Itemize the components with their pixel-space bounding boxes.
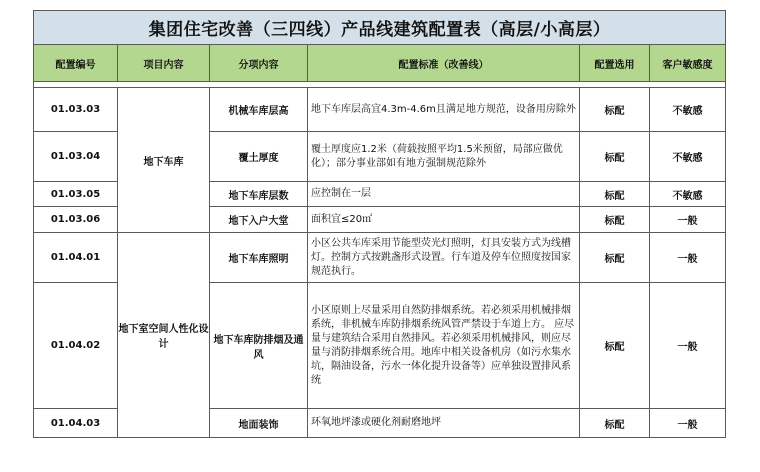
row-sub: 机械车库层高 [210,88,308,132]
row-code: 01.03.04 [34,132,118,182]
group-underground-garage: 地下车库 [118,88,210,233]
row-standard: 应控制在一层 [308,182,580,207]
row-code: 01.03.06 [34,207,118,233]
row-sub: 地面装饰 [210,409,308,438]
row-sensitivity: 一般 [650,409,726,438]
row-sensitivity: 不敏感 [650,132,726,182]
row-standard: 环氧地坪漆或硬化剂耐磨地坪 [308,409,580,438]
row-standard: 小区原则上尽量采用自然防排烟系统。若必须采用机械排烟系统，非机械车库防排烟系统风管严禁设于车道上方。 应尽量与建筑结合采用自然排风。若必须采用机械排风，则应尽量与消防排烟系统合用。地库中相关设备机房（如污水集水坑，隔油设备，污水一体化提升设备等）应单独设置排风系统 [308,283,580,409]
row-sub: 地下入户大堂 [210,207,308,233]
row-code: 01.04.01 [34,233,118,283]
row-standard: 面积宜≤20㎡ [308,207,580,233]
row-sensitivity: 一般 [650,283,726,409]
row-standard: 地下车库层高宜4.3m-4.6m且满足地方规范，设备用房除外 [308,88,580,132]
header-row [34,45,726,82]
table-row [34,233,726,283]
row-sensitivity: 一般 [650,233,726,283]
row-code: 01.04.02 [34,283,118,409]
row-standard: 小区公共车库采用节能型荧光灯照明，灯具安装方式为线槽灯。控制方式按跳盏形式设置。行车道及停车位照度按国家规范执行。 [308,233,580,283]
config-table [33,10,726,438]
row-sensitivity: 一般 [650,207,726,233]
row-sub: 地下车库层数 [210,182,308,207]
row-sensitivity: 不敏感 [650,88,726,132]
row-sub: 地下车库照明 [210,233,308,283]
row-choice: 标配 [580,88,650,132]
header-choice: 配置选用 [580,45,650,82]
config-table-wrapper [33,10,725,438]
row-sub: 覆土厚度 [210,132,308,182]
row-sensitivity: 不敏感 [650,182,726,207]
row-code: 01.04.03 [34,409,118,438]
header-item: 项目内容 [118,45,210,82]
row-code: 01.03.05 [34,182,118,207]
header-code: 配置编号 [34,45,118,82]
table-title: 集团住宅改善（三四线）产品线建筑配置表（高层/小高层） [34,11,726,45]
row-code: 01.03.03 [34,88,118,132]
table-row [34,88,726,132]
header-standard: 配置标准（改善线） [308,45,580,82]
row-choice: 标配 [580,283,650,409]
header-sub: 分项内容 [210,45,308,82]
row-choice: 标配 [580,233,650,283]
group-basement-humanized-design: 地下室空间人性化设计 [118,233,210,438]
row-standard: 覆土厚度应1.2米（荷载按照平均1.5米预留，局部应做优化）；部分事业部如有地方强制规范除外 [308,132,580,182]
row-choice: 标配 [580,409,650,438]
row-sub: 地下车库防排烟及通风 [210,283,308,409]
row-choice: 标配 [580,132,650,182]
header-sensitivity: 客户敏感度 [650,45,726,82]
row-choice: 标配 [580,182,650,207]
row-choice: 标配 [580,207,650,233]
